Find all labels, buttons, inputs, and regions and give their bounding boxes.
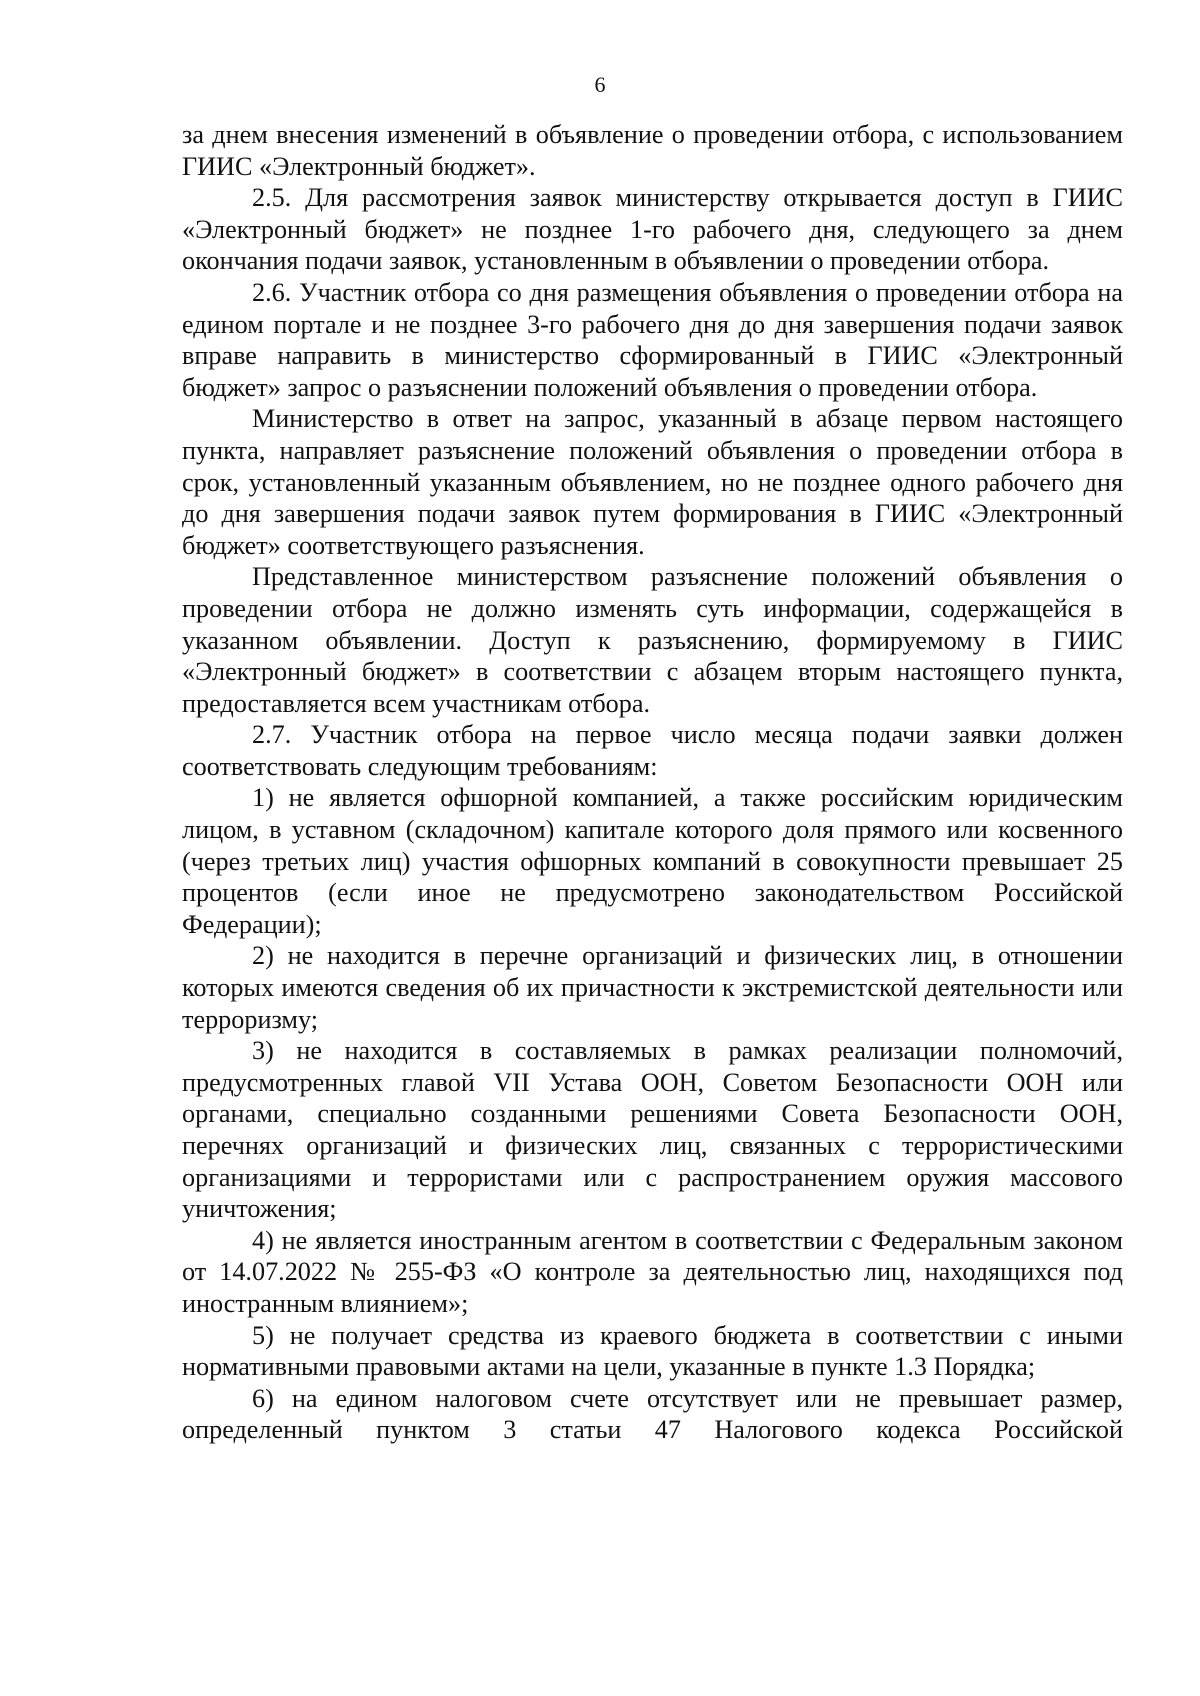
paragraph-ministry-response: Министерство в ответ на запрос, указанный в абзаце первом настоящего пункта, направляет разъяснение положений объявления о проведении отбора в срок, установленный указанным объявлением, но не позднее одного рабочего дня до дня завершения подачи заявок путем формирования в ГИИС «Электронный бюджет» соответствующего разъяснения. bbox=[182, 404, 1123, 560]
requirement-item-2: 2) не находится в перечне организаций и физических лиц, в отношении которых имеются сведения об их причастности к экстремистской деятельности или терроризму; bbox=[182, 941, 1123, 1034]
document-body bbox=[182, 119, 1123, 1446]
paragraph-clarification-access: Представленное министерством разъяснение положений объявления о проведении отбора не должно изменять суть информации, содержащейся в указанном объявлении. Доступ к разъяснению, формируемому в ГИИС «Электронный бюджет» в соответствии с абзацем вторым настоящего пункта, предоставляется всем участникам отбора. bbox=[182, 562, 1123, 718]
requirement-item-5: 5) не получает средства из краевого бюджета в соответствии с иными нормативными правовыми актами на цели, указанные в пункте 1.3 Порядка; bbox=[182, 1320, 1123, 1382]
page-number: 6 bbox=[594, 72, 606, 97]
paragraph-2-7: 2.7. Участник отбора на первое число месяца подачи заявки должен соответствовать следующим требованиям: bbox=[182, 720, 1123, 781]
paragraph-continuation: за днем внесения изменений в объявление о проведении отбора, с использованием ГИИС «Электронный бюджет». bbox=[182, 120, 1123, 181]
requirement-item-1: 1) не является офшорной компанией, а также российским юридическим лицом, в уставном (складочном) капитале которого доля прямого или косвенного (через третьих лиц) участия офшорных компаний в совокупности превышает 25 процентов (если иное не предусмотрено законодательством Российской Федерации); bbox=[182, 783, 1123, 939]
requirement-item-3: 3) не находится в составляемых в рамках реализации полномочий, предусмотренных главой VII Устава ООН, Советом Безопасности ООН или органами, специально созданными решениями Совета Безопасности ООН, перечнях организаций и физических лиц, связанных с террористическими организациями и террористами или с распространением оружия массового уничтожения; bbox=[182, 1036, 1123, 1224]
requirement-item-6: 6) на едином налоговом счете отсутствует или не превышает размер, определенный пунктом 3 статьи 47 Налогового кодекса Российской bbox=[182, 1383, 1123, 1445]
paragraph-2-5: 2.5. Для рассмотрения заявок министерству открывается доступ в ГИИС «Электронный бюджет» не позднее 1-го рабочего дня, следующего за днем окончания подачи заявок, установленным в объявлении о проведении отбора. bbox=[182, 183, 1123, 276]
paragraph-2-6: 2.6. Участник отбора со дня размещения объявления о проведении отбора на едином портале и не позднее 3-го рабочего дня до дня завершения подачи заявок вправе направить в министерство сформированный в ГИИС «Электронный бюджет» запрос о разъяснении положений объявления о проведении отбора. bbox=[182, 277, 1123, 402]
requirement-item-4: 4) не является иностранным агентом в соответствии с Федеральным законом от 14.07.2022 № 255-ФЗ «О контроле за деятельностью лиц, находящихся под иностранным влиянием»; bbox=[182, 1225, 1123, 1318]
